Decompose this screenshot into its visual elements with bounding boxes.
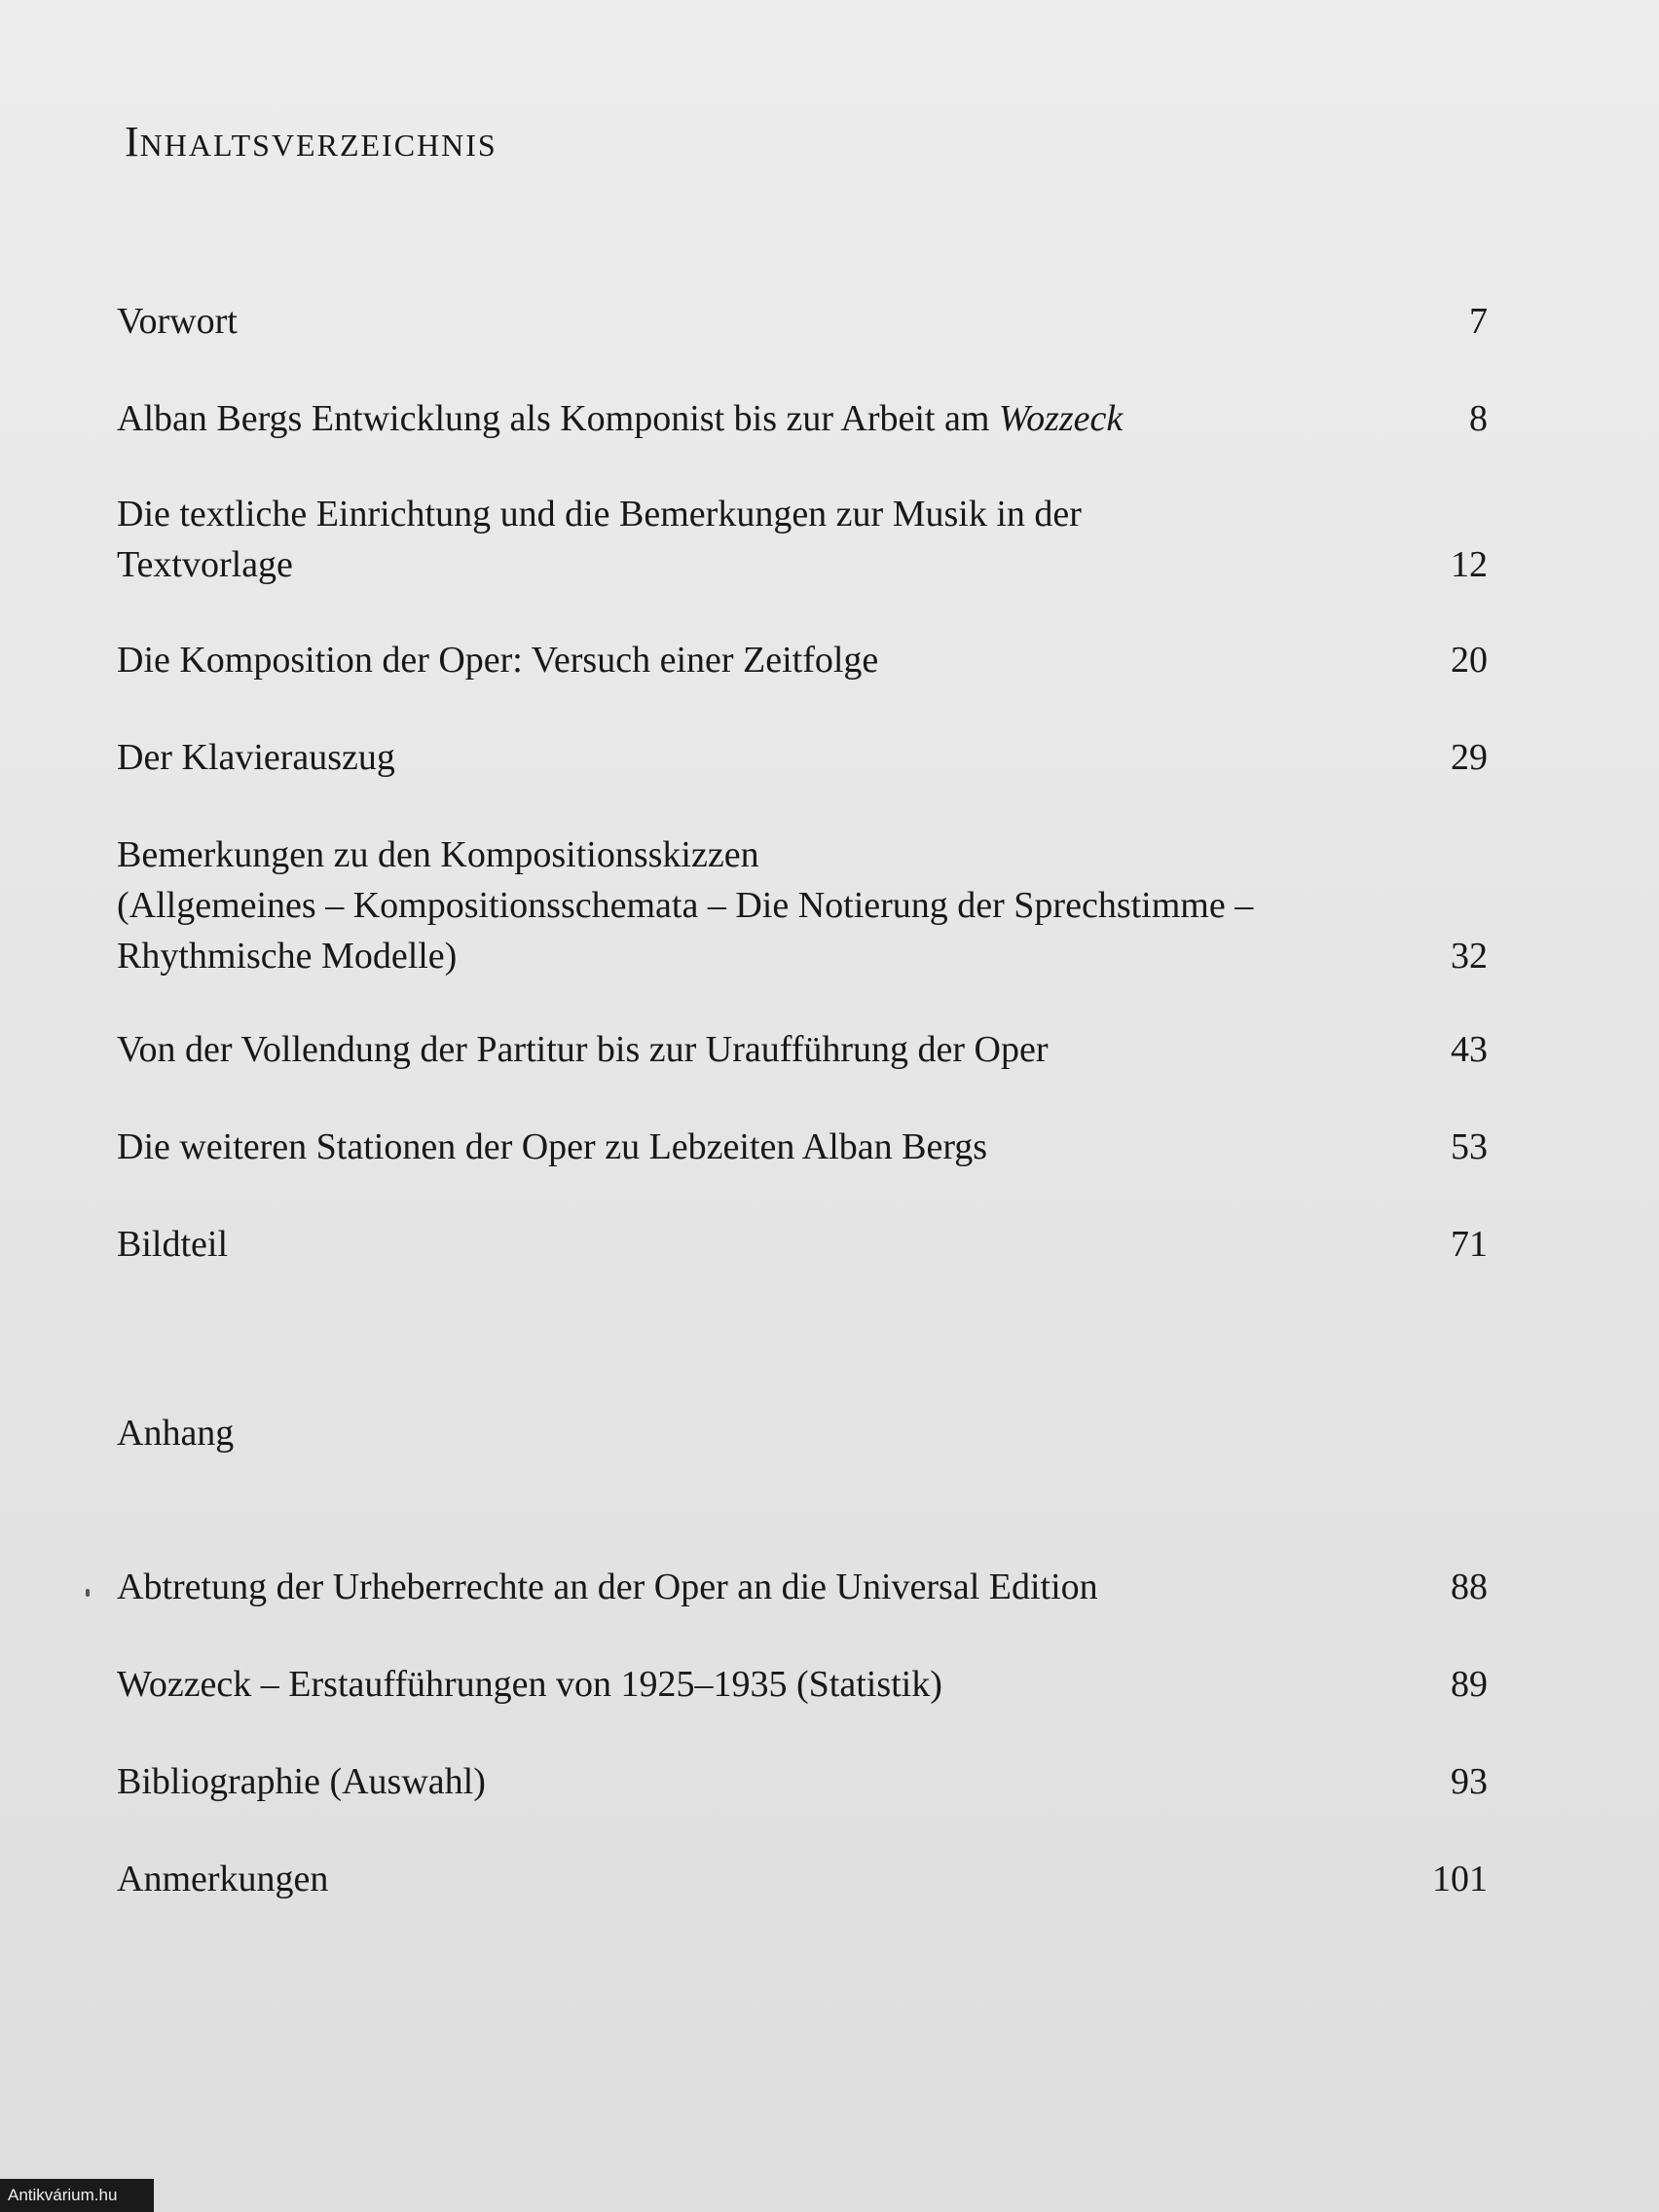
- toc-entry-page: 29: [1451, 737, 1488, 778]
- toc-entry-title-line: Textvorlage: [117, 544, 293, 585]
- toc-entry-erstauffuehrungen: [117, 1659, 1488, 1710]
- toc-entry-skizzen: [117, 830, 1488, 981]
- toc-entry-klavierauszug: [117, 732, 1488, 783]
- toc-entry-title-line: Die textliche Einrichtung und die Bemerkungen zur Musik in der: [117, 494, 1082, 535]
- toc-entry-title: Anmerkungen: [117, 1859, 329, 1899]
- watermark-text: Antikvárium.hu: [8, 2186, 118, 2204]
- toc-entry-anmerkungen: [117, 1854, 1488, 1904]
- page-title: [125, 117, 498, 166]
- toc-entry-page: 71: [1451, 1224, 1488, 1265]
- toc-entry-title-line: Rhythmische Modelle): [117, 936, 458, 977]
- toc-entry-title-text: Alban Bergs Entwicklung als Komponist bis zur Arbeit am: [117, 398, 999, 439]
- toc-entry-page: 101: [1432, 1859, 1488, 1899]
- toc-entry-vollendung: [117, 1024, 1488, 1075]
- toc-entry-title: Vorwort: [117, 301, 238, 342]
- toc-entry-title: Von der Vollendung der Partitur bis zur Uraufführung der Oper: [117, 1029, 1049, 1070]
- toc-entry-title: Bildteil: [117, 1224, 228, 1265]
- toc-entry-title-italic: Wozzeck: [998, 398, 1124, 439]
- toc-entry-title: Der Klavierauszug: [117, 737, 395, 778]
- toc-entry-page: 12: [1451, 544, 1488, 585]
- toc-entry-title-line: Bemerkungen zu den Kompositionsskizzen: [117, 834, 759, 875]
- toc-entry-title-line: (Allgemeines – Kompositionsschemata – Die Notierung der Sprechstimme –: [117, 885, 1254, 926]
- toc-entry-page: 89: [1451, 1664, 1488, 1705]
- title-rest: NHALTSVERZEICHNIS: [139, 128, 498, 163]
- toc-entry-title: Die weiteren Stationen der Oper zu Lebzeiten Alban Bergs: [117, 1126, 988, 1167]
- toc-entry-bildteil: [117, 1219, 1488, 1270]
- toc-section-title: Anhang: [117, 1413, 235, 1454]
- toc-entry-title: Wozzeck – Erstaufführungen von 1925–1935 (Statistik): [117, 1664, 942, 1705]
- toc-entry-title: Bibliographie (Auswahl): [117, 1761, 486, 1802]
- toc-entry-page: 8: [1469, 398, 1488, 439]
- toc-entry-page: 32: [1451, 936, 1488, 977]
- toc-entry-bibliographie: [117, 1756, 1488, 1807]
- toc-entry-entwicklung: [117, 393, 1488, 444]
- toc-entry-title: Abtretung der Urheberrechte an der Oper an die Universal Edition: [117, 1567, 1098, 1607]
- ink-mark: [86, 1589, 90, 1597]
- toc-entry-vorwort: [117, 296, 1488, 347]
- toc-entry-page: 7: [1469, 301, 1488, 342]
- toc-entry-title: Die Komposition der Oper: Versuch einer Zeitfolge: [117, 640, 879, 681]
- toc-section-anhang: [117, 1408, 1480, 1458]
- toc-entry-page: 53: [1451, 1126, 1488, 1167]
- toc-entry-page: 88: [1451, 1567, 1488, 1607]
- toc-entry-page: 20: [1451, 640, 1488, 681]
- toc-entry-title: [117, 393, 1344, 444]
- title-initial: I: [125, 118, 140, 166]
- toc-entry-stationen: [117, 1122, 1488, 1172]
- toc-entry-textliche-einrichtung: [117, 489, 1488, 590]
- toc-entry-page: 43: [1451, 1029, 1488, 1070]
- toc-entry-page: 93: [1451, 1761, 1488, 1802]
- toc-entry-urheberrechte: [117, 1562, 1488, 1612]
- watermark-footer: [0, 2179, 154, 2212]
- toc-entry-komposition: [117, 635, 1488, 685]
